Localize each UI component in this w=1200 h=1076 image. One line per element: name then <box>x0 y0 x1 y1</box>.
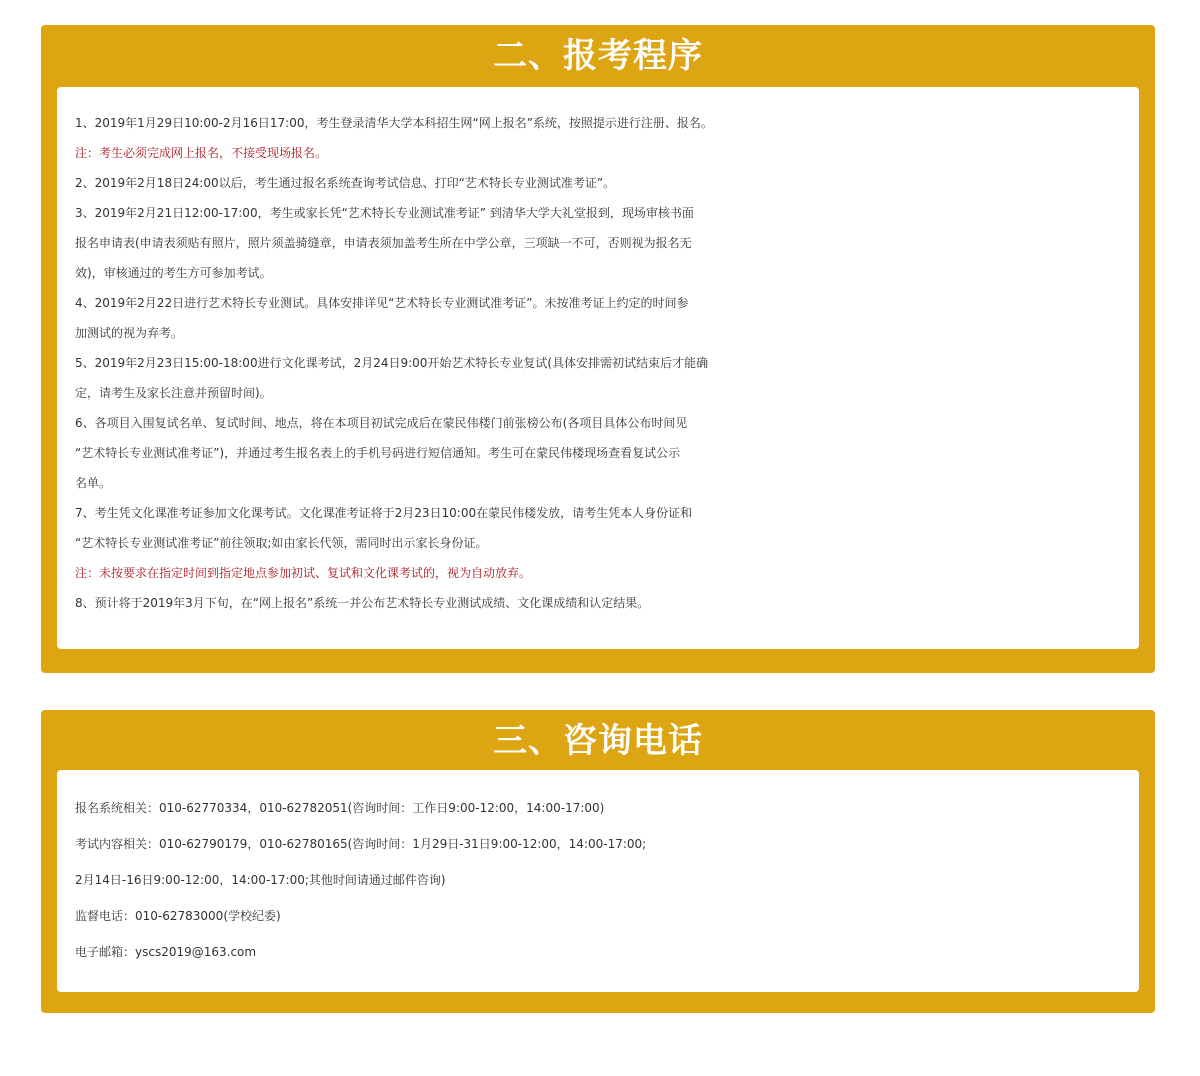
procedure-step-4-continued: 加测试的视为弃考。 <box>75 326 184 340</box>
procedure-step-1: 1、2019年1月29日10:00-2月16日17:00，考生登录清华大学本科招生网“网上报名”系统，按照提示进行注册、报名。 <box>75 116 713 130</box>
contact-exam-content-continued: 2月14日-16日9:00-12:00，14:00-17:00;其他时间请通过邮件咨询) <box>75 873 446 887</box>
procedure-step-6-continued: “艺术特长专业测试准考证”)，并通过考生报名表上的手机号码进行短信通知。考生可在蒙民伟楼现场查看复试公示 <box>75 446 681 460</box>
procedure-step-2: 2、2019年2月18日24:00以后，考生通过报名系统查询考试信息、打印“艺术特长专业测试准考证”。 <box>75 176 616 190</box>
procedure-step-5: 5、2019年2月23日15:00-18:00进行文化课考试，2月24日9:00开始艺术特长专业复试(具体安排需初试结束后才能确 <box>75 356 709 370</box>
procedure-content <box>57 87 1139 649</box>
contact-panel <box>41 710 1155 1013</box>
procedure-note-forfeit: 注：未按要求在指定时间到指定地点参加初试、复试和文化课考试的，视为自动放弃。 <box>75 566 532 580</box>
procedure-step-7: 7、考生凭文化课准考证参加文化课考试。文化课准考证将于2月23日10:00在蒙民伟楼发放，请考生凭本人身份证和 <box>75 506 693 520</box>
procedure-step-3-continued: 效)，审核通过的考生方可参加考试。 <box>75 266 272 280</box>
contact-email: 电子邮箱：yscs2019@163.com <box>75 945 257 959</box>
procedure-step-6-continued: 名单。 <box>75 476 112 490</box>
contact-exam-content: 考试内容相关：010-62790179，010-62780165(咨询时间：1月29日-31日9:00-12:00，14:00-17:00; <box>75 837 647 851</box>
procedure-step-8: 8、预计将于2019年3月下旬，在“网上报名”系统一并公布艺术特长专业测试成绩、文化课成绩和认定结果。 <box>75 596 650 610</box>
procedure-step-5-continued: 定，请考生及家长注意并预留时间)。 <box>75 386 272 400</box>
procedure-step-3-continued: 报名申请表(申请表须贴有照片，照片须盖骑缝章，申请表须加盖考生所在中学公章，三项缺一不可，否则视为报名无 <box>75 236 692 250</box>
procedure-step-6: 6、各项目入围复试名单、复试时间、地点，将在本项目初试完成后在蒙民伟楼门前张榜公布(各项目具体公布时间见 <box>75 416 688 430</box>
contact-supervision-phone: 监督电话：010-62783000(学校纪委) <box>75 909 281 923</box>
procedure-panel <box>41 25 1155 673</box>
procedure-step-3: 3、2019年2月21日12:00-17:00，考生或家长凭“艺术特长专业测试准考证” 到清华大学大礼堂报到，现场审核书面 <box>75 206 694 220</box>
contact-section-title: 三、咨询电话 <box>493 721 703 761</box>
contact-content <box>57 770 1139 992</box>
procedure-step-7-continued: “艺术特长专业测试准考证”前往领取;如由家长代领，需同时出示家长身份证。 <box>75 536 488 550</box>
procedure-step-4: 4、2019年2月22日进行艺术特长专业测试。具体安排详见“艺术特长专业测试准考证”。未按准考证上约定的时间参 <box>75 296 689 310</box>
contact-registration-system: 报名系统相关：010-62770334，010-62782051(咨询时间：工作日9:00-12:00，14:00-17:00) <box>75 801 605 815</box>
procedure-section-title: 二、报考程序 <box>493 36 703 76</box>
procedure-note-online-registration: 注：考生必须完成网上报名，不接受现场报名。 <box>75 146 328 160</box>
